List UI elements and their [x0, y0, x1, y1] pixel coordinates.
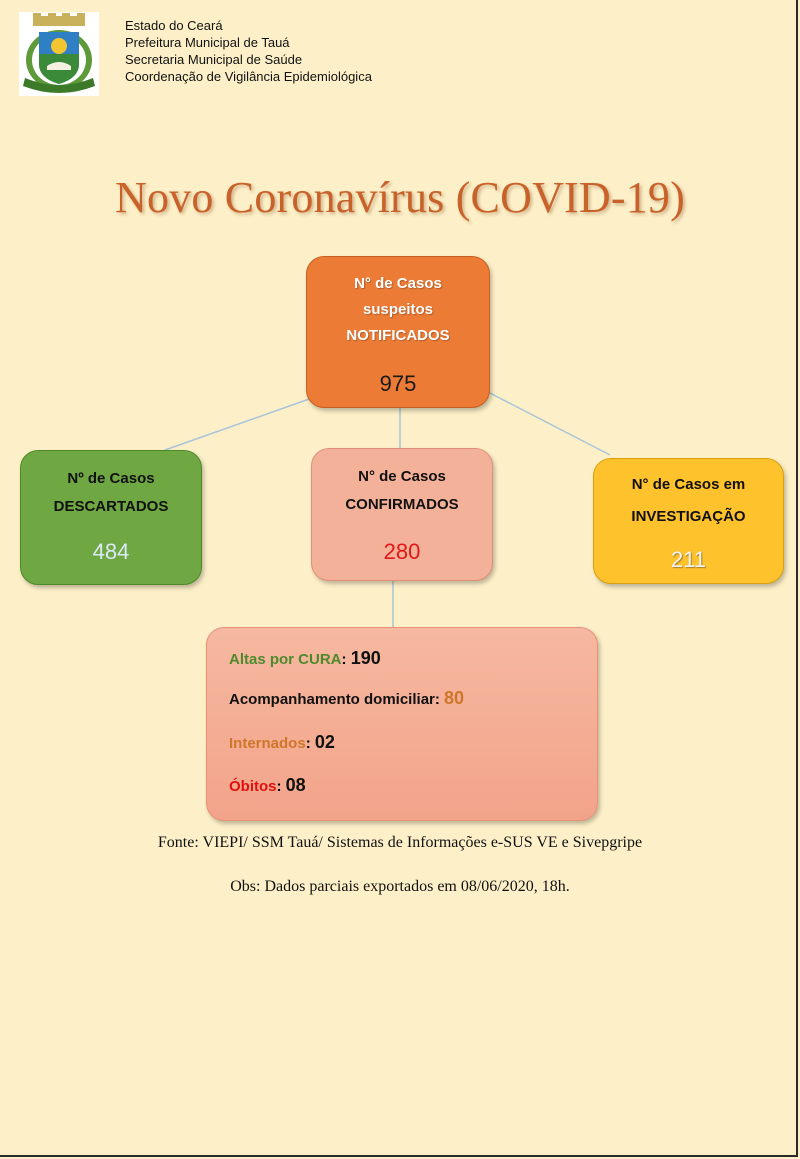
confirmed-label-line2: CONFIRMADOS: [345, 496, 459, 513]
confirmed-label-line1: N° de Casos: [358, 468, 446, 485]
header-city-hall: Prefeitura Municipal de Tauá: [125, 35, 290, 50]
connector-notified-investigation: [488, 392, 610, 455]
header-state: Estado do Ceará: [125, 18, 223, 33]
notified-label: [307, 271, 489, 349]
source-note: Fonte: VIEPI/ SSM Tauá/ Sistemas de Informações e-SUS VE e Sivepgripe: [157, 834, 643, 851]
cured-row: Altas por CURA: 190: [229, 648, 381, 668]
home-care-label: Acompanhamento domiciliar: [229, 691, 435, 708]
discarded-count: 484: [92, 539, 130, 564]
investigation-label-line1: N° de Casos em: [631, 476, 746, 493]
confirmed-breakdown-box: [206, 627, 598, 821]
notified-label-line3: NOTIFICADOS: [346, 327, 450, 344]
home-care-row: Acompanhamento domiciliar: 80: [229, 688, 465, 708]
connector-notified-discarded: [165, 398, 312, 450]
home-care-value: 80: [444, 688, 465, 708]
discarded-label-line1: Nº de Casos: [67, 470, 155, 487]
deaths-label: Óbitos: [229, 778, 277, 795]
hospitalized-label: Internados: [229, 735, 306, 752]
confirmed-count: 280: [383, 539, 421, 564]
deaths-row: Óbitos: 08: [229, 775, 306, 795]
confirmed-cases-box: [311, 448, 493, 581]
deaths-value: 08: [285, 775, 306, 795]
hospitalized-row: Internados: 02: [229, 732, 335, 752]
hospitalized-value: 02: [314, 732, 335, 752]
notified-count: 975: [379, 371, 417, 396]
investigation-label-line2: INVESTIGAÇÃO: [631, 508, 746, 525]
discarded-cases-box: [20, 450, 202, 585]
notified-cases-box: [306, 256, 490, 408]
header-health-secretariat: Secretaria Municipal de Saúde: [125, 52, 303, 67]
notified-label-line1: N° de Casos: [354, 275, 442, 292]
cured-label: Altas por CURA: [229, 651, 342, 668]
page-title: Novo Coronavírus (COVID-19): [115, 173, 685, 222]
investigation-cases-box: [593, 458, 784, 584]
cured-value: 190: [350, 648, 381, 668]
discarded-label-line2: DESCARTADOS: [53, 498, 169, 515]
header-epidemiology-coordination: Coordenação de Vigilância Epidemiológica: [125, 69, 372, 84]
observation-note: Obs: Dados parciais exportados em 08/06/2020, 18h.: [230, 878, 570, 895]
notified-label-line2: suspeitos: [362, 301, 434, 318]
investigation-count: 211: [670, 547, 707, 572]
